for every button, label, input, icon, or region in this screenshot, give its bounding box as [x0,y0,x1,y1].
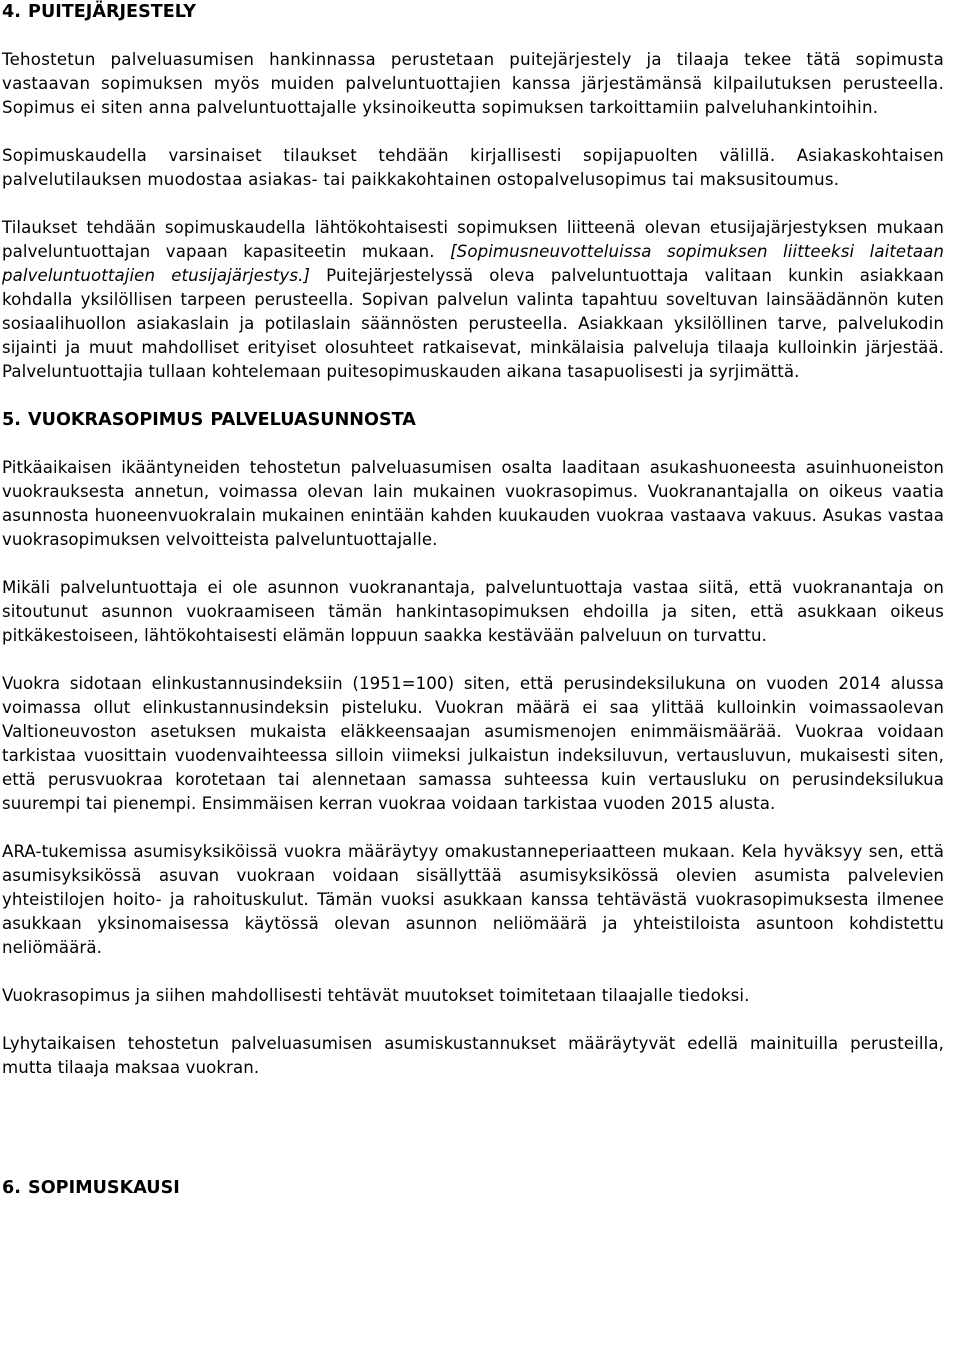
section-heading-5: 5. VUOKRASOPIMUS PALVELUASUNNOSTA [2,410,416,430]
document-page [2,0,944,1200]
paragraph-text: Tilaukset tehdään sopimuskaudella lähtökohtaisesti sopimuksen liitteenä olevan etusijajärjestyksen mukaan palveluntuottajan vapaan kapasiteetin mukaan. [2,218,944,261]
paragraph: Tehostetun palveluasumisen hankinnassa perustetaan puitejärjestely ja tilaaja tekee tätä sopimusta vastaavan sopimuksen myös muiden palveluntuottajien kanssa järjestämänsä kilpailutuksen perusteella. Sopimus ei siten anna palveluntuottajalle yksinoikeutta sopimuksen tarkoittamiin palveluhankintoihin. [2,50,944,117]
section-heading-6: 6. SOPIMUSKAUSI [2,1178,180,1198]
paragraph: Vuokra sidotaan elinkustannusindeksiin (1951=100) siten, että perusindeksilukuna on vuoden 2014 alussa voimassa ollut elinkustannusindeksin pisteluku. Vuokran määrä ei saa ylittää kulloinkin voimassaolevan Valtioneuvoston asetuksen mukaista eläkkeensaajan asumismenojen enimmäismäärää. Vuokraa voidaan tarkistaa vuosittain vuodenvaihteessa silloin viimeksi julkaistun indeksiluvun, vertausluvun, mukaisesti siten, että perusvuokraa korotetaan tai alennetaan samassa suhteessa kuin vertausluku on perusindeksilukua suurempi tai pienempi. Ensimmäisen kerran vuokraa voidaan tarkistaa vuoden 2015 alusta. [2,674,944,813]
paragraph: Sopimuskaudella varsinaiset tilaukset tehdään kirjallisesti sopijapuolten välillä. Asiakaskohtaisen palvelutilauksen muodostaa asiakas- tai paikkakohtainen ostopalvelusopimus tai maksusitoumus. [2,146,944,189]
paragraph: Pitkäaikaisen ikääntyneiden tehostetun palveluasumisen osalta laaditaan asukashuoneesta asuinhuoneiston vuokrauksesta annetun, voimassa olevan lain mukainen vuokrasopimus. Vuokranantajalla on oikeus vaatia asunnosta huoneenvuokralain mukainen enintään kahden kuukauden vuokraa vastaava vakuus. Asukas vastaa vuokrasopimuksen velvoitteista palveluntuottajalle. [2,458,944,549]
section-heading-4: 4. PUITEJÄRJESTELY [2,2,196,22]
paragraph: Vuokrasopimus ja siihen mahdollisesti tehtävät muutokset toimitetaan tilaajalle tiedoksi. [2,986,750,1005]
paragraph-text: Puitejärjestelyssä oleva palveluntuottaja valitaan kunkin asiakkaan kohdalla yksilöllisen tarpeen perusteella. Sopivan palvelun valinta tapahtuu soveltuvan lainsäädännön kuten sosiaalihuollon asiakaslain ja potilaslain säännösten perusteella. Asiakkaan yksilöllinen tarve, palvelukodin sijainti ja muut mahdolliset erityiset olosuhteet ratkaisevat, minkälaisia palveluja tilaaja kulloinkin järjestää. Palveluntuottajia tullaan kohtelemaan puitesopimuskauden aikana tasapuolisesti ja syrjimättä. [2,266,944,381]
editorial-note: [Sopimusneuvotteluissa sopimuksen liitteeksi laitetaan palveluntuottajien etusijajärjestys.] [2,242,944,285]
paragraph: Lyhytaikaisen tehostetun palveluasumisen asumiskustannukset määräytyvät edellä mainituilla perusteilla, mutta tilaaja maksaa vuokran. [2,1034,944,1077]
paragraph: ARA-tukemissa asumisyksiköissä vuokra määräytyy omakustanneperiaatteen mukaan. Kela hyväksyy sen, että asumisyksikössä asuvan vuokraan voidaan sisällyttää asumisyksikössä olevien asumista palvelevien yhteistilojen hoito- ja rahoituskulut. Tämän vuoksi asukkaan kanssa tehtävästä vuokrasopimuksesta ilmenee asukkaan yksinomaisessa käytössä olevan asunnon neliömäärä ja yhteistiloista asuntoon kohdistettu neliömäärä. [2,842,944,957]
paragraph [2,216,944,384]
paragraph: Mikäli palveluntuottaja ei ole asunnon vuokranantaja, palveluntuottaja vastaa siitä, että vuokranantaja on sitoutunut asunnon vuokraamiseen tämän hankintasopimuksen ehdoilla ja siten, että asukkaan oikeus pitkäkestoiseen, lähtökohtaisesti elämän loppuun saakka kestävään palveluun on turvattu. [2,578,944,645]
